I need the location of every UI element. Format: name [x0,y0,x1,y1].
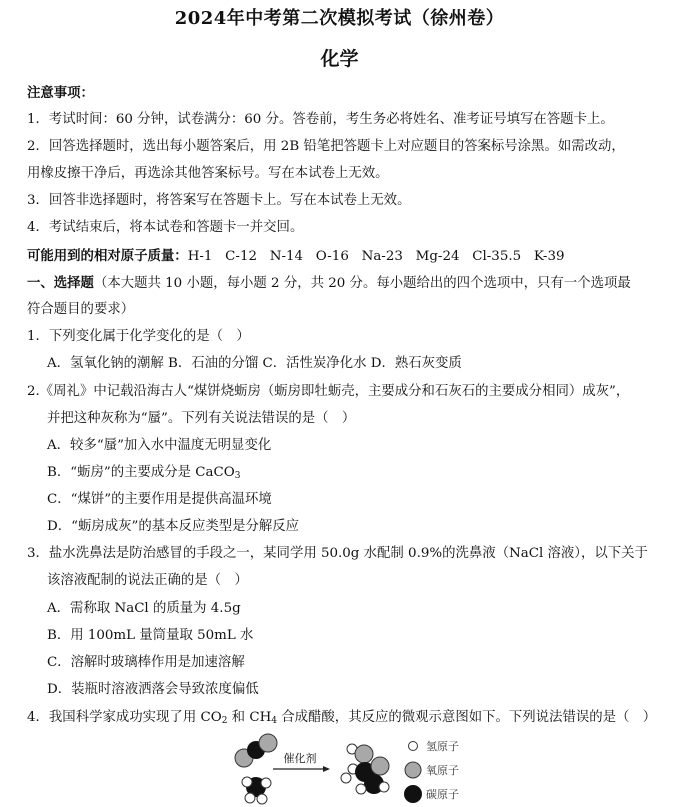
q4-text-2: 和 CH [227,710,272,725]
option-b-subscript: 3 [234,471,241,481]
section-heading: 一、选择题 [27,275,94,291]
subject-title: 化学 [320,48,359,70]
notes-heading: 注意事项： [27,85,94,101]
q4-subscript-2: 4 [271,716,277,726]
note-item: 2．回答选择题时，选出每小题答案后，用 2B 铅笔把答题卡上对应题目的答案标号涂黑。如需改动， [27,139,625,154]
atomic-masses-label: 可能用到的相对原子质量： [27,248,188,264]
ch4-molecule [242,777,271,804]
section-description-cont: 符合题目的要求） [27,302,135,317]
question-2-option-c: C．“煤饼”的主要作用是提供高温环境 [47,492,272,507]
question-3-stem-cont: 该溶液配制的说法正确的是（ ） [47,573,248,588]
exam-title: 2024年中考第二次模拟考试（徐州卷） [174,8,505,29]
reaction-arrow [273,766,330,772]
oxygen-atom-icon [405,762,421,778]
question-1-options: A．氢氧化钠的潮解 B．石油的分馏 C．活性炭净化水 D．熟石灰变质 [47,356,462,371]
legend-carbon [404,785,459,803]
q4-subscript-1: 2 [221,716,228,726]
atomic-masses [27,247,565,266]
legend-label-carbon: 碳原子 [426,788,459,801]
question-3-option-c: C．溶解时玻璃棒作用是加速溶解 [47,655,245,670]
note-item: 4．考试结束后，将本试卷和答题卡一并交回。 [27,220,304,235]
question-3-option-d: D．装瓶时溶液洒落会导致浓度偏低 [47,682,259,697]
question-2-stem: 2.《周礼》中记载沿海古人“煤饼烧蛎房（蛎房即牡蛎壳，主要成分和石灰石的主要成分相同）成灰”， [27,384,630,399]
question-2-option-d: D．“蛎房成灰”的基本反应类型是分解反应 [47,519,300,534]
question-2-option-a: A．较多“蜃”加入水中温度无明显变化 [47,438,272,453]
hydrogen-atom-icon [409,742,418,751]
option-b-text: B．“蛎房”的主要成分是 CaCO [47,465,235,480]
legend-oxygen [405,762,459,778]
legend-hydrogen [409,739,460,753]
co2-molecule [235,734,277,767]
question-3-option-a: A．需称取 NaCl 的质量为 4.5g [47,601,241,616]
question-3-option-b: B．用 100mL 量筒量取 50mL 水 [47,628,254,643]
atomic-masses-values: H-1 C-12 N-14 O-16 Na-23 Mg-24 Cl-35.5 K-39 [187,249,565,264]
q4-text-3: 合成醋酸，其反应的微观示意图如下。下列说法错误的是（ ） [276,710,657,725]
acetic-acid-molecule [341,744,389,794]
reaction-diagram [0,732,679,807]
note-item: 3．回答非选择题时，将答案写在答题卡上。写在本试卷上无效。 [27,193,411,208]
q4-text-1: 4．我国科学家成功实现了用 CO [27,710,222,725]
section-heading-line [27,274,631,293]
question-2-option-b [47,464,241,482]
legend-label-hydrogen: 氢原子 [426,740,459,753]
section-description: （本大题共 10 小题，每小题 2 分，共 20 分。每小题给出的四个选项中，只有一个选项最 [93,276,631,291]
note-item: 用橡皮擦干净后，再选涂其他答案标号。写在本试卷上无效。 [27,166,389,181]
question-1-stem: 1．下列变化属于化学变化的是（ ） [27,329,250,344]
question-2-stem-cont: 并把这种灰称为“蜃”。下列有关说法错误的是（ ） [47,411,356,426]
question-4-stem [27,709,656,727]
legend-label-oxygen: 氧原子 [426,764,459,777]
carbon-atom-icon [404,785,422,803]
question-3-stem: 3．盐水洗鼻法是防治感冒的手段之一，某同学用 50.0g 水配制 0.9%的洗鼻液（NaCl 溶液），以下关于 [27,546,648,561]
catalyst-label: 催化剂 [283,752,317,765]
note-item: 1．考试时间：60 分钟，试卷满分：60 分。答卷前，考生务必将姓名、准考证号填写在答题卡上。 [27,112,614,127]
